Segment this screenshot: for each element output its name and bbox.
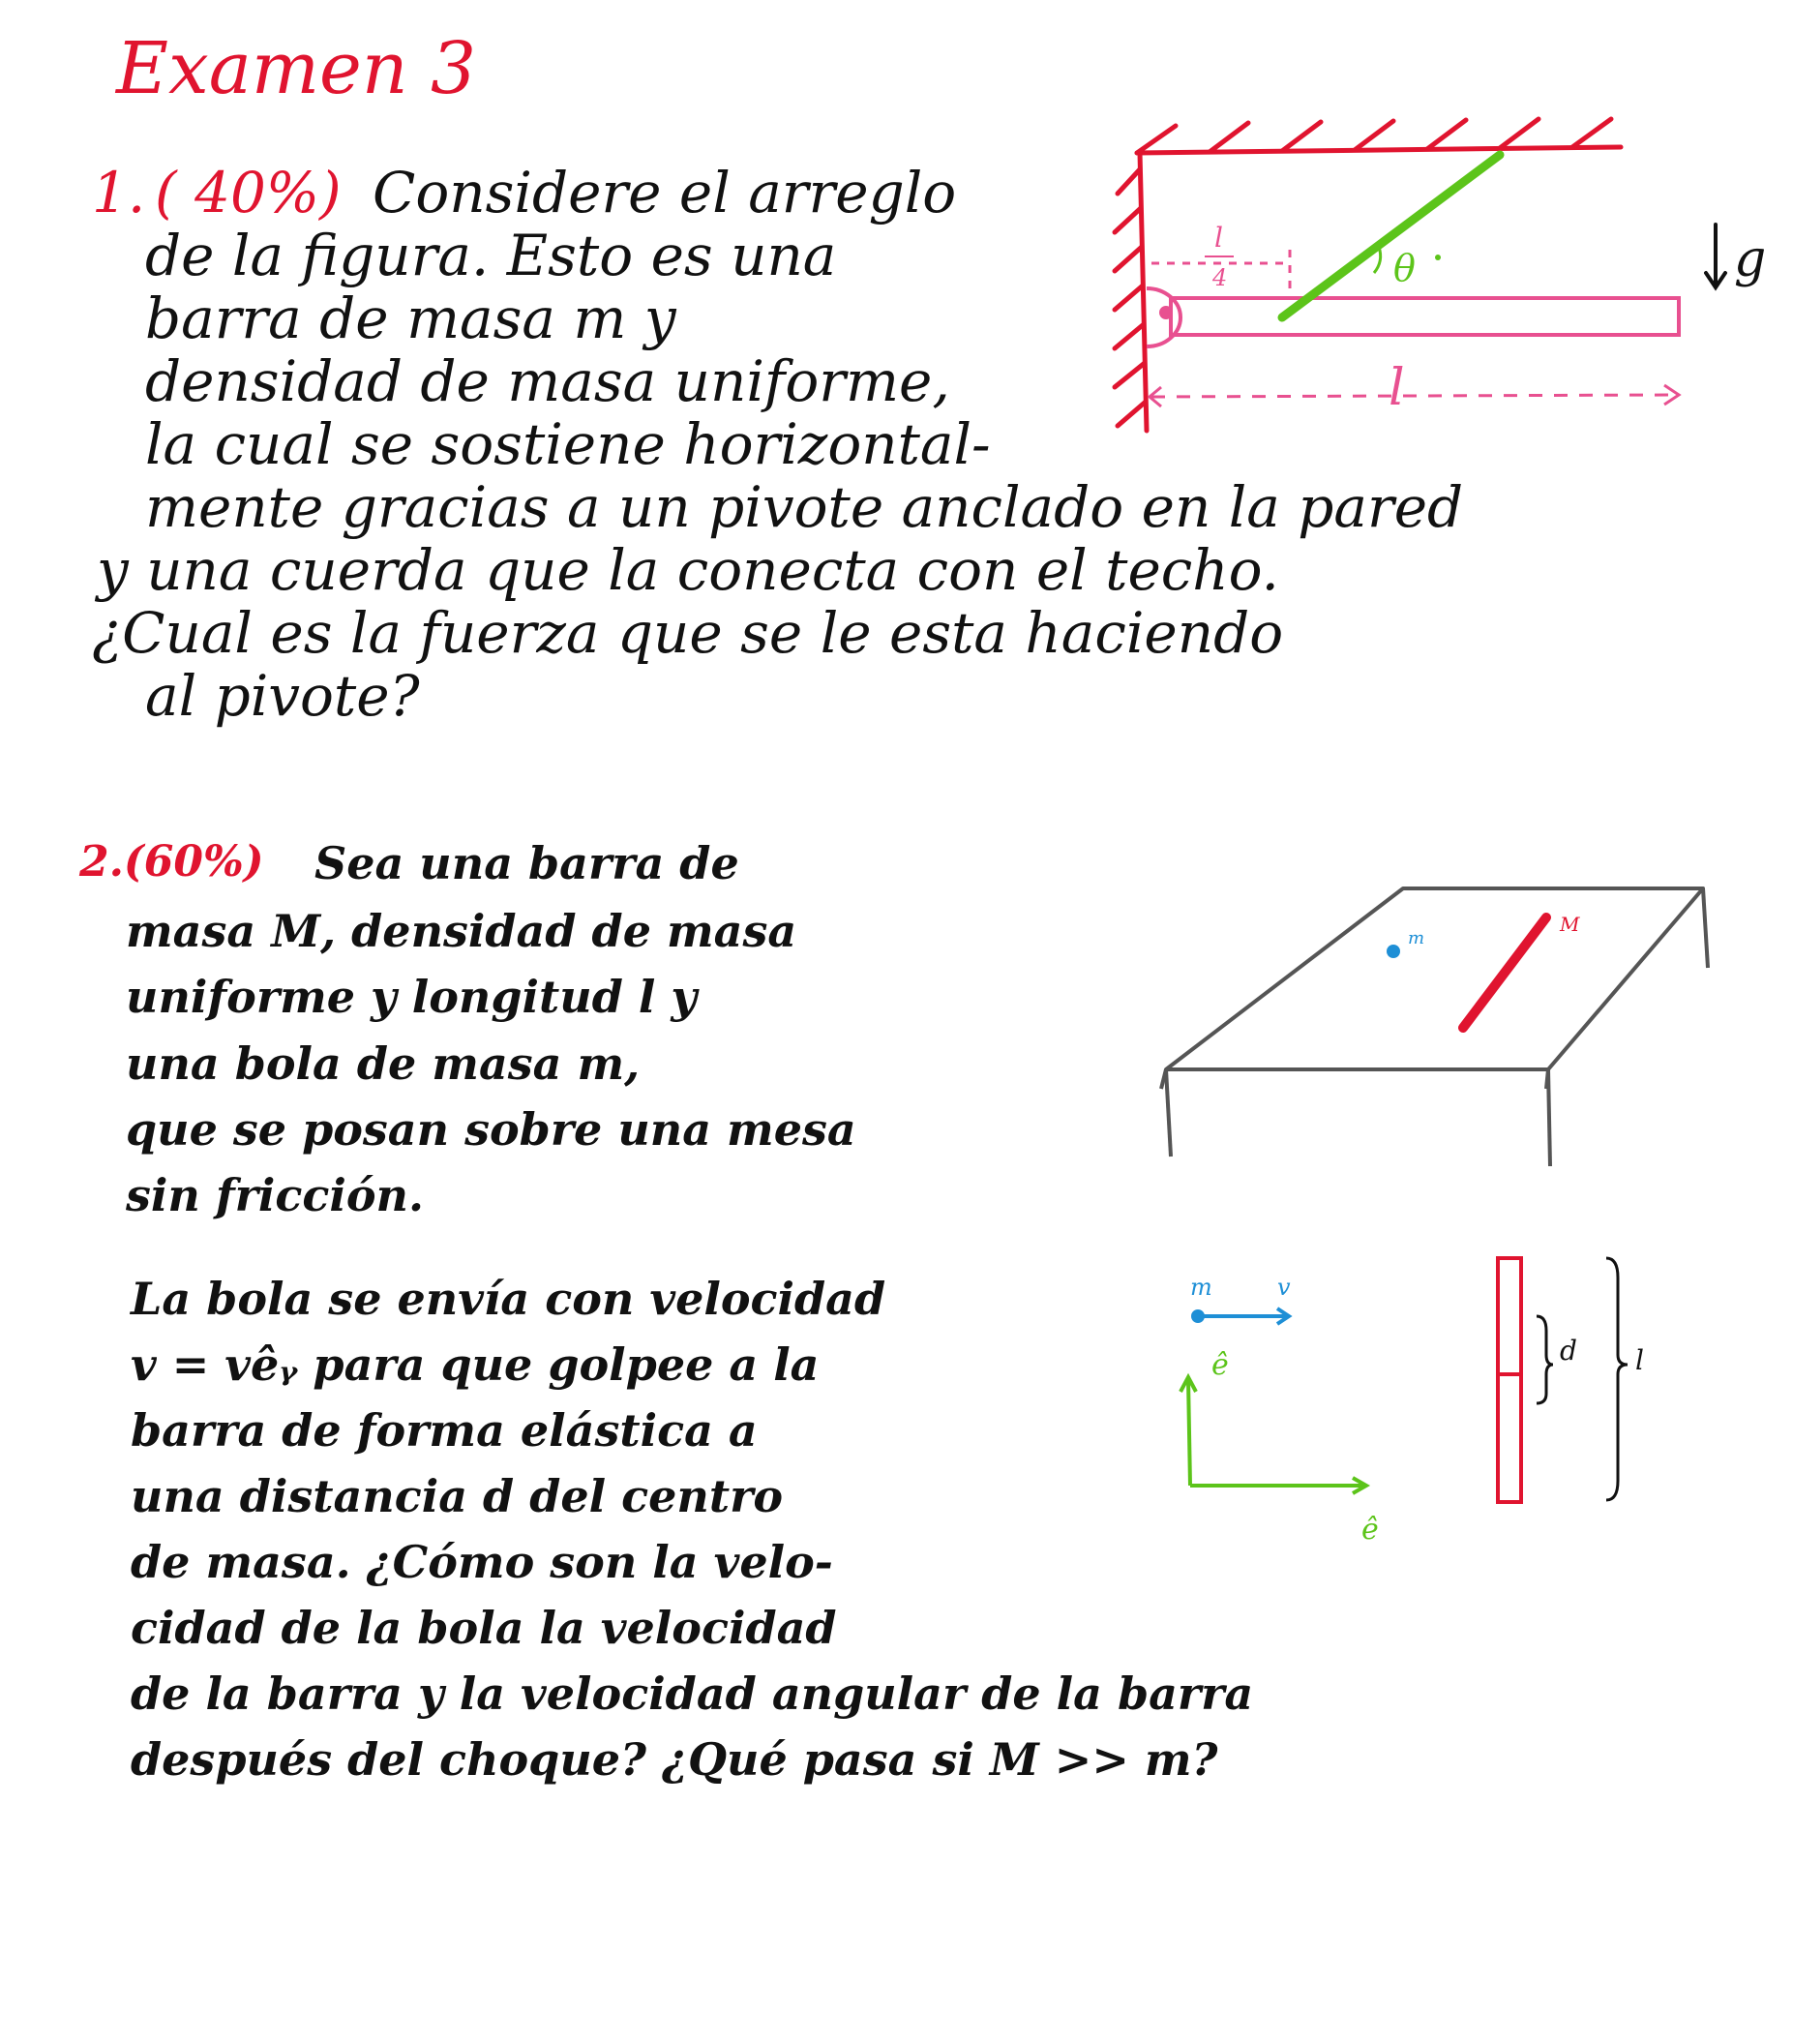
exam-title: Examen 3 (116, 27, 477, 110)
rod-icon (1463, 917, 1546, 1028)
rod-topview-icon (1498, 1258, 1521, 1502)
q2-line: que se posan sobre una mesa (126, 1103, 856, 1156)
velocity-ball-label: m (1190, 1274, 1212, 1301)
q1-line: ¿Cual es la fuerza que se le esta haciendo (92, 600, 1284, 666)
q2-line: cidad de la bola la velocidad (131, 1602, 837, 1654)
q1-number: 1. (92, 160, 146, 225)
ball-label: m (1408, 928, 1425, 948)
q2-line: uniforme y longitud l y (126, 971, 698, 1023)
gravity-label: g (1734, 230, 1767, 288)
q2-line: de la barra y la velocidad angular de la barra (131, 1668, 1254, 1720)
rod-label: M (1560, 913, 1580, 936)
q1-line: barra de masa m y (145, 286, 676, 351)
ex-label: ê (1361, 1513, 1379, 1547)
q1-line: mente gracias a un pivote anclado en la pared (145, 474, 1464, 540)
q2-line: masa M, densidad de masa (126, 905, 797, 957)
q1-line: densidad de masa uniforme, (145, 348, 950, 414)
brace-icon (1537, 1258, 1628, 1500)
q2-line: v = vêᵧ para que golpee a la (131, 1338, 820, 1391)
q1-line: la cual se sostiene horizontal- (145, 411, 991, 477)
q2-line: una bola de masa m, (126, 1037, 641, 1090)
q1-line: y una cuerda que la conecta con el techo. (97, 537, 1279, 603)
q2-line: de masa. ¿Cómo son la velo- (131, 1536, 833, 1588)
q2-line: barra de forma elástica a (131, 1404, 758, 1457)
q1-weight: ( 40%) (155, 160, 342, 225)
ball-icon (1387, 945, 1400, 958)
q1-line: al pivote? (145, 663, 420, 729)
d-label: d (1560, 1335, 1577, 1367)
length-label: l (1389, 359, 1405, 417)
q2-line: La bola se envía con velocidad (131, 1273, 886, 1325)
table-icon (1161, 888, 1708, 1166)
quarter-num: l (1214, 222, 1223, 254)
velocity-arrow-icon (1193, 1308, 1289, 1324)
q2-label: 2.(60%) (79, 837, 264, 887)
theta-label: θ (1393, 247, 1416, 289)
velocity-v-label: v (1277, 1274, 1291, 1301)
q2-line: una distancia d del centro (131, 1470, 784, 1522)
q2-line: después del choque? ¿Qué pasa si M >> m? (131, 1733, 1218, 1786)
q1-line: de la figura. Esto es una (145, 223, 837, 288)
ey-label: ê (1211, 1348, 1229, 1382)
l-label: l (1635, 1344, 1644, 1376)
quarter-den: 4 (1212, 264, 1228, 291)
axes-icon (1180, 1377, 1366, 1493)
q2-line: sin fricción. (126, 1169, 424, 1221)
q1-line: Considere el arreglo (373, 160, 957, 225)
q2-line: Sea una barra de (314, 837, 739, 889)
